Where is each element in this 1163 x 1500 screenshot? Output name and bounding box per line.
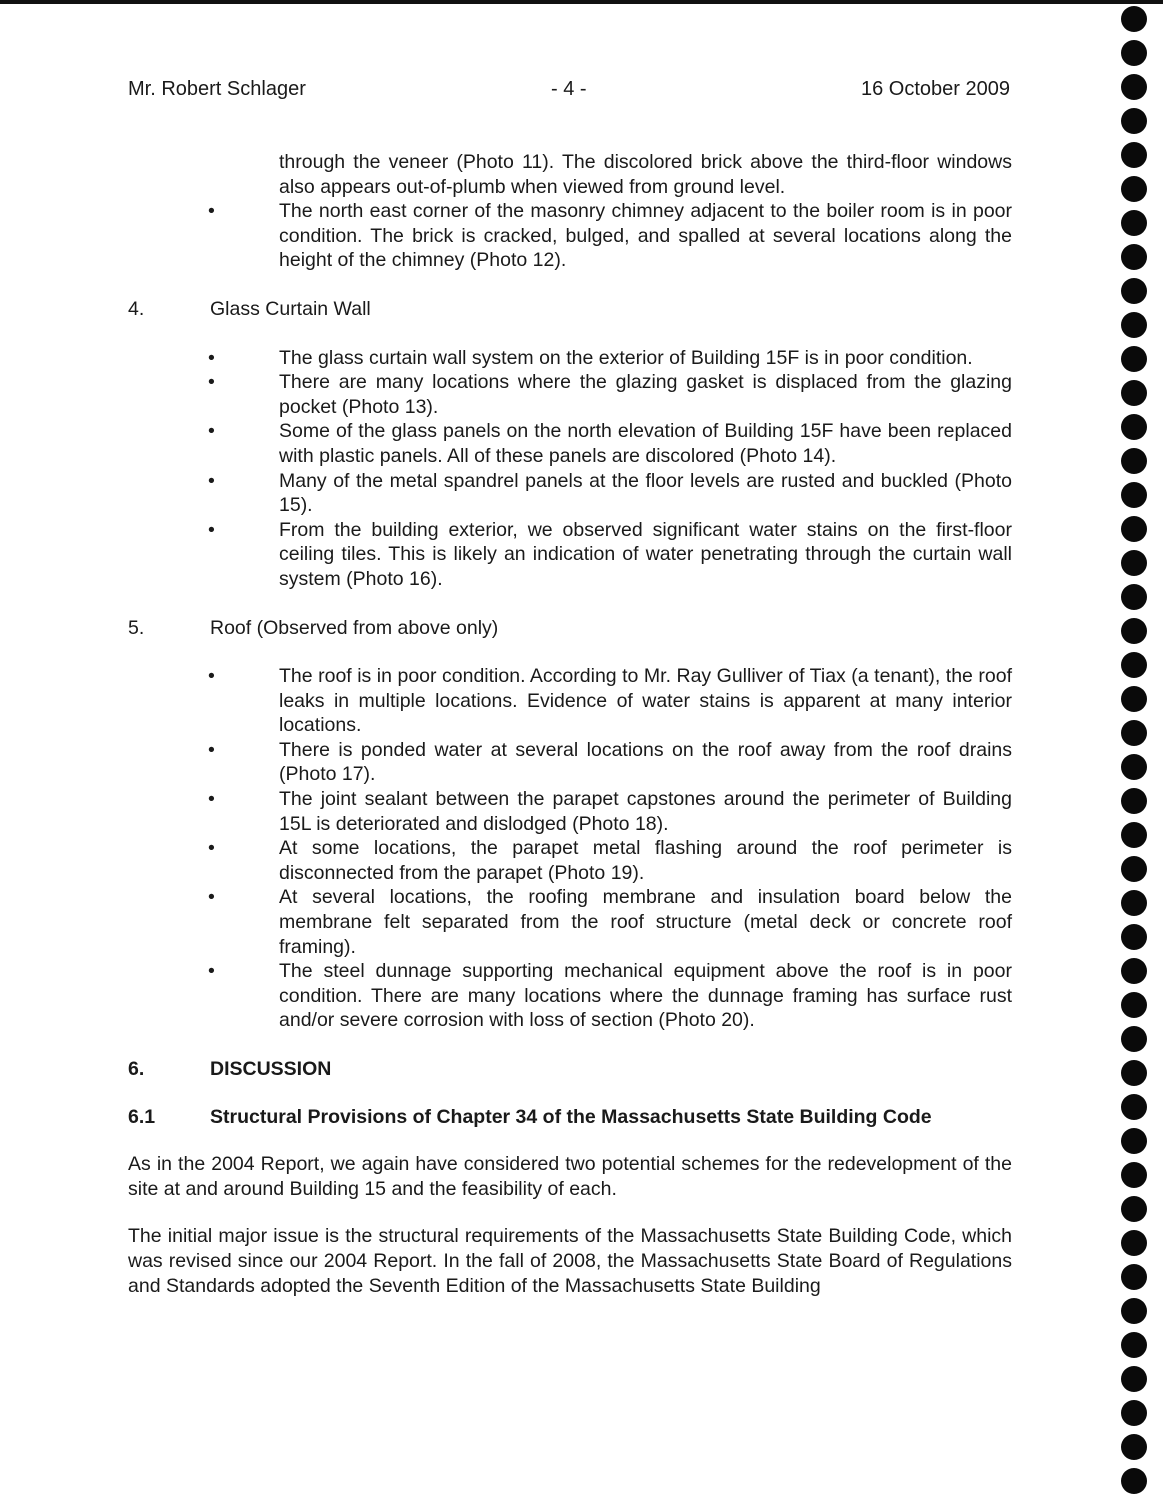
binding-hole [1121,346,1147,372]
binding-hole [1121,652,1147,678]
section-number: 6.1 [128,1105,156,1128]
binding-hole [1121,856,1147,882]
continued-bullet-text: through the veneer (Photo 11). The discolored brick above the third-floor windows also appears out-of-plumb when viewed from ground level. [279,151,1012,198]
binding-hole [1121,1366,1147,1392]
bullet-icon: • [208,371,215,394]
bullet-icon: • [208,738,215,761]
list-item [128,419,1012,468]
section-number: 4. [128,297,145,320]
binding-hole [1121,1298,1147,1324]
list-item [128,836,1012,885]
bullet-icon: • [208,960,215,983]
list-item [128,738,1012,787]
binding-hole [1121,142,1147,168]
binding-hole [1121,720,1147,746]
section-4-heading [128,297,1012,322]
list-item-text: From the building exterior, we observed significant water stains on the first-floor ceiling tiles. This is likely an indication of water penetrating through the curtain wall system (Photo 16). [279,518,1012,590]
binding-hole [1121,414,1147,440]
list-item [128,518,1012,592]
bullet-icon: • [208,665,215,688]
binding-hole [1121,822,1147,848]
bullet-icon: • [208,346,215,369]
list-item-text: The steel dunnage supporting mechanical equipment above the roof is in poor condition. There are many locations where the dunnage framing has surface rust and/or severe corrosion with loss of section (Photo 20). [279,960,1012,1032]
list-item [128,370,1012,419]
binding-hole [1121,448,1147,474]
binding-hole [1121,1094,1147,1120]
body-paragraph: As in the 2004 Report, we again have considered two potential schemes for the redevelopment of the site at and around Building 15 and the feasibility of each. [128,1153,1012,1200]
section-title: Glass Curtain Wall [210,297,371,320]
section-title: Structural Provisions of Chapter 34 of the Massachusetts State Building Code [210,1105,932,1128]
binding-hole [1121,312,1147,338]
binding-hole [1121,1196,1147,1222]
binding-hole [1121,618,1147,644]
binding-hole [1121,244,1147,270]
binding-hole [1121,1162,1147,1188]
list-item-text: There are many locations where the glazing gasket is displaced from the glazing pocket (Photo 13). [279,371,1012,418]
binding-hole [1121,1264,1147,1290]
section-title: Roof (Observed from above only) [210,616,499,639]
list-item [128,469,1012,518]
binding-hole [1121,890,1147,916]
binding-hole [1121,992,1147,1018]
list-item-text: At some locations, the parapet metal flashing around the roof perimeter is disconnected from the parapet (Photo 19). [279,837,1012,884]
section-number: 5. [128,616,145,639]
bullet-icon: • [208,886,215,909]
scan-top-edge [0,0,1163,4]
section-title: DISCUSSION [210,1058,332,1080]
binding-hole [1121,1128,1147,1154]
section-5-heading [128,616,1012,641]
list-item-text: There is ponded water at several locations on the roof away from the roof drains (Photo 17). [279,738,1012,786]
binding-hole [1121,924,1147,950]
list-item-text: Some of the glass panels on the north elevation of Building 15F have been replaced with plastic panels. All of these panels are discolored (Photo 14). [279,420,1012,467]
binding-hole [1121,1468,1147,1494]
header-page-number: - 4 - [551,78,587,100]
bullet-icon: • [208,200,215,223]
binding-hole [1121,176,1147,202]
binding-hole [1121,482,1147,508]
binding-hole [1121,1434,1147,1460]
list-item-text: The glass curtain wall system on the exterior of Building 15F is in poor condition. [279,346,973,369]
binding-hole [1121,1332,1147,1358]
bullet-icon: • [208,518,215,541]
binding-hole [1121,1026,1147,1052]
binding-hole [1121,380,1147,406]
body-paragraph: The initial major issue is the structural requirements of the Massachusetts State Building Code, which was revised since our 2004 Report. In the fall of 2008, the Massachusetts State Board of Regulations and Standards adopted the Seventh Edition of the Massachusetts State Building [128,1225,1012,1297]
binding-hole [1121,550,1147,576]
bullet-icon: • [208,420,215,443]
list-item [128,664,1012,738]
binding-hole [1121,1400,1147,1426]
list-item [128,885,1012,959]
bullet-icon: • [208,837,215,860]
binding-hole [1121,210,1147,236]
list-item [128,959,1012,1033]
list-item-text: The roof is in poor condition. According to Mr. Ray Gulliver of Tiax (a tenant), the roof leaks in multiple locations. Evidence of water stains is apparent at many interior locations. [279,665,1012,737]
binding-hole [1121,278,1147,304]
section-6-1-heading [128,1105,1012,1130]
binding-hole [1121,108,1147,134]
list-item [128,346,1012,371]
list-item-text: At several locations, the roofing membrane and insulation board below the membrane felt separated from the roof structure (metal deck or concrete roof framing). [279,886,1012,958]
list-item-text: Many of the metal spandrel panels at the floor levels are rusted and buckled (Photo 15). [279,469,1012,517]
binding-hole [1121,958,1147,984]
list-item [128,199,1012,273]
page-header [128,78,1010,108]
header-recipient: Mr. Robert Schlager [128,78,306,100]
binding-hole [1121,686,1147,712]
binding-hole [1121,1060,1147,1086]
binding-hole [1121,40,1147,66]
bullet-icon: • [208,788,215,811]
bullet-icon: • [208,469,215,492]
list-item [128,787,1012,836]
binding-hole [1121,788,1147,814]
section-6-heading [128,1057,1012,1082]
binding-hole [1121,516,1147,542]
binding-hole [1121,74,1147,100]
header-date: 16 October 2009 [861,78,1010,100]
binding-holes [1121,0,1149,1500]
binding-hole [1121,754,1147,780]
section-number: 6. [128,1058,145,1080]
list-item-text: The joint sealant between the parapet capstones around the perimeter of Building 15L is deteriorated and dislodged (Photo 18). [279,788,1012,835]
binding-hole [1121,1230,1147,1256]
binding-hole [1121,584,1147,610]
document-body [128,150,1012,1298]
binding-hole [1121,6,1147,32]
list-item-text: The north east corner of the masonry chimney adjacent to the boiler room is in poor condition. The brick is cracked, bulged, and spalled at several locations along the height of the chimney (Photo 12). [279,200,1012,272]
